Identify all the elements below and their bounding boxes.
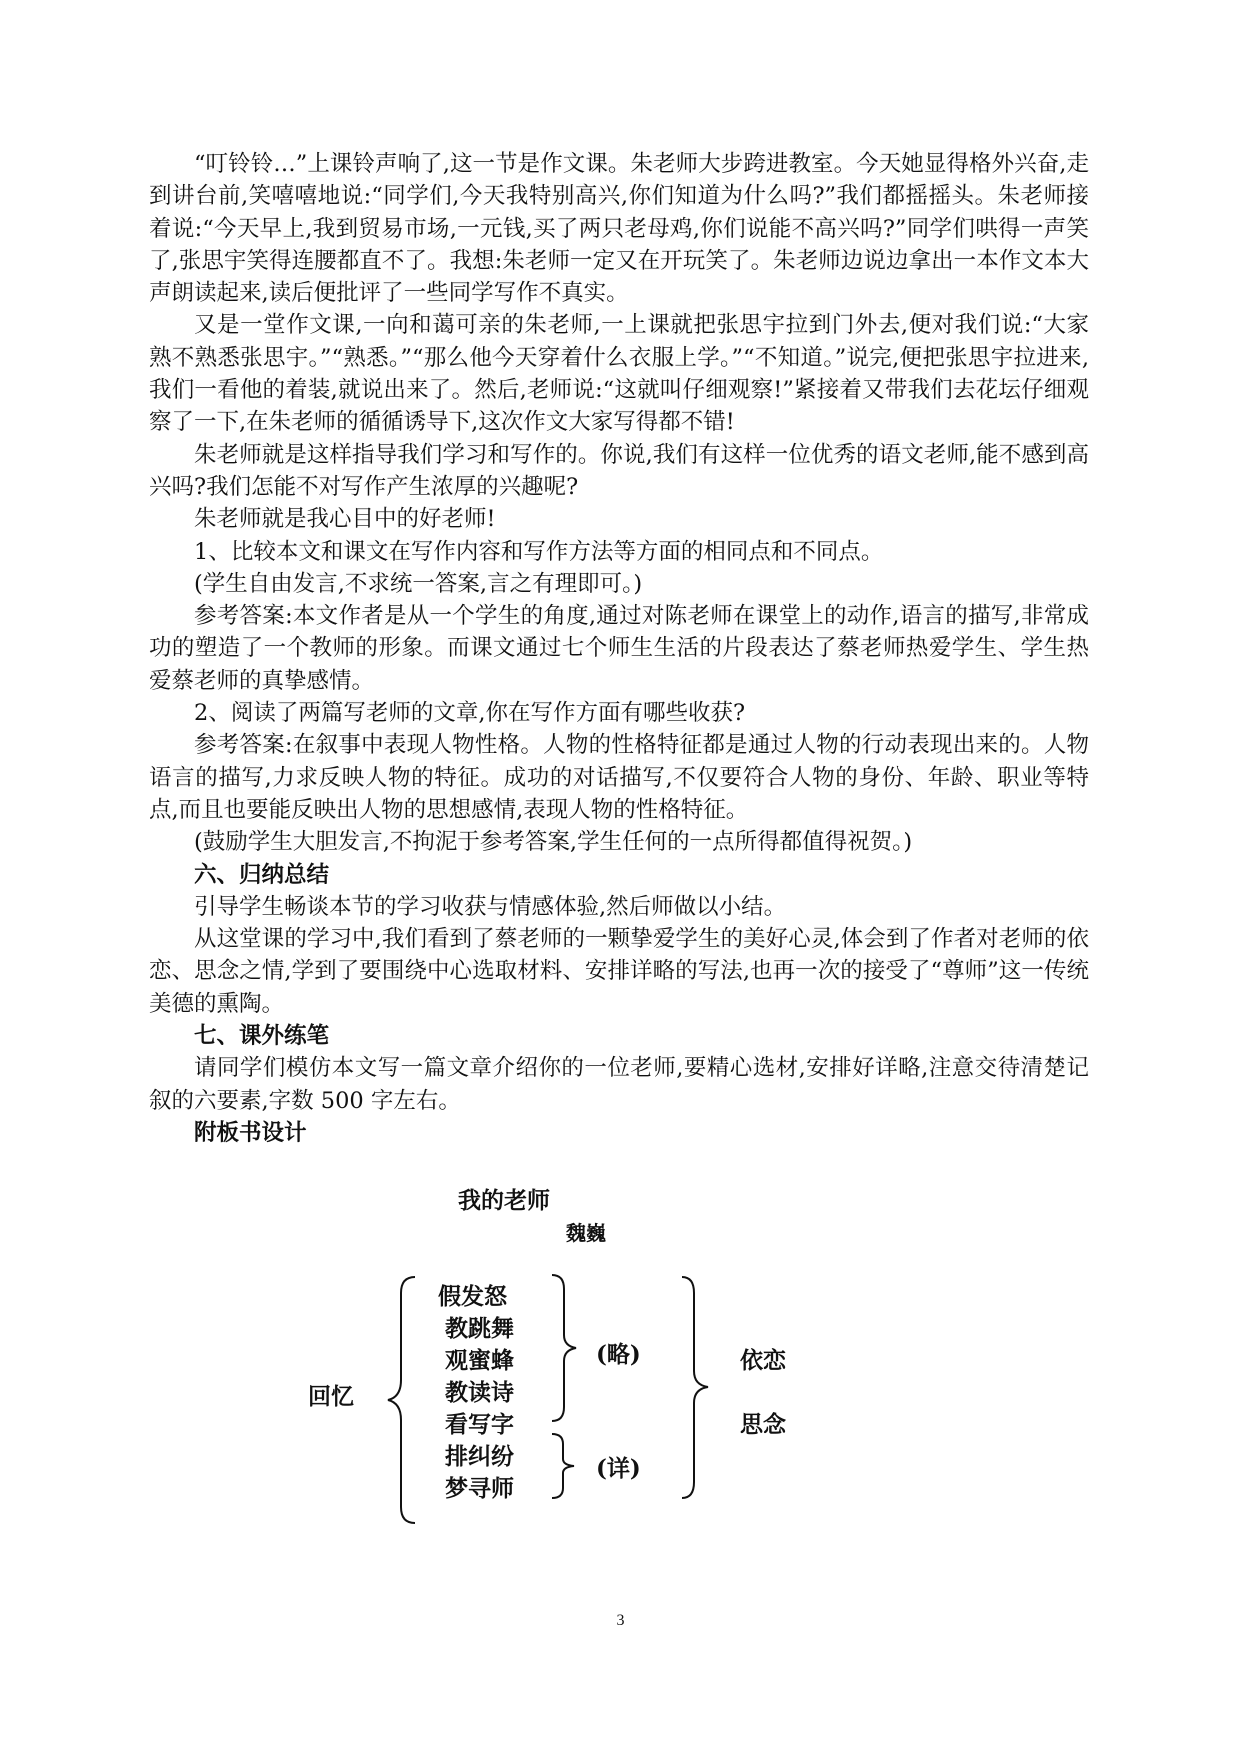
paragraph: 请同学们模仿本文写一篇文章介绍你的一位老师,要精心选材,安排好详略,注意交待清楚记叙的六要素,字数 500 字左右。 bbox=[149, 1055, 1089, 1114]
board-right-top: 依恋 bbox=[740, 1347, 786, 1374]
paragraph: 引导学生畅谈本节的学习收获与情感体验,然后师做以小结。 bbox=[194, 893, 787, 920]
board-item: 观蜜蜂 bbox=[445, 1347, 514, 1374]
board-item: 教读诗 bbox=[445, 1379, 514, 1406]
section-6-heading: 六、归纳总结 bbox=[194, 861, 330, 888]
paragraph: 从这堂课的学习中,我们看到了蔡老师的一颗挚爱学生的美好心灵,体会到了作者对老师的依恋、思念之情,学到了要围绕中心选取材料、安排详略的写法,也再一次的接受了“尊师”这一传统美德的熏陶。 bbox=[149, 926, 1089, 1017]
paragraph: (鼓励学生大胆发言,不拘泥于参考答案,学生任何的一点所得都值得祝贺。) bbox=[194, 829, 913, 856]
section-7-heading: 七、课外练笔 bbox=[194, 1023, 330, 1050]
answer-2: 参考答案:在叙事中表现人物性格。人物的性格特征都是通过人物的行动表现出来的。人物语言的描写,力求反映人物的特征。成功的对话描写,不仅要符合人物的身份、年龄、职业等特点,而且也要能反映出人物的思想感情,表现人物的性格特征。 bbox=[149, 732, 1089, 823]
page-number: 3 bbox=[616, 1612, 625, 1629]
board-item: 教跳舞 bbox=[445, 1315, 514, 1342]
question-2: 2、阅读了两篇写老师的文章,你在写作方面有哪些收获? bbox=[194, 700, 746, 727]
board-right-bottom: 思念 bbox=[740, 1411, 786, 1438]
board-title: 我的老师 bbox=[458, 1187, 550, 1214]
paragraph: 又是一堂作文课,一向和蔼可亲的朱老师,一上课就把张思宇拉到门外去,便对我们说:“大家熟不熟悉张思宇。”“熟悉。”“那么他今天穿着什么衣服上学。”“不知道。”说完,便把张思宇拉进来,我们一看他的着装,就说出来了。然后,老师说:“这就叫仔细观察!”紧接着又带我们去花坛仔细观察了一下,在朱老师的循循诱导下,这次作文大家写得都不错! bbox=[149, 312, 1089, 436]
board-author: 魏巍 bbox=[566, 1221, 606, 1245]
brief-label: (略) bbox=[596, 1341, 641, 1368]
brief-brace bbox=[550, 1273, 580, 1423]
answer-1: 参考答案:本文作者是从一个学生的角度,通过对陈老师在课堂上的动作,语言的描写,非常成功的塑造了一个教师的形象。而课文通过七个师生生活的片段表达了蔡老师热爱学生、学生热爱蔡老师的真挚感情。 bbox=[149, 603, 1089, 694]
paragraph: 朱老师就是我心目中的好老师! bbox=[194, 506, 496, 533]
question-1: 1、比较本文和课文在写作内容和写作方法等方面的相同点和不同点。 bbox=[194, 538, 884, 565]
right-brace bbox=[680, 1275, 716, 1500]
paragraph: 朱老师就是这样指导我们学习和写作的。你说,我们有这样一位优秀的语文老师,能不感到高兴吗?我们怎能不对写作产生浓厚的兴趣呢? bbox=[149, 441, 1089, 500]
paragraph: (学生自由发言,不求统一答案,言之有理即可。) bbox=[194, 570, 643, 597]
board-item: 看写字 bbox=[445, 1411, 514, 1438]
board-item: 排纠纷 bbox=[445, 1443, 514, 1470]
board-left-label: 回忆 bbox=[308, 1383, 354, 1410]
board-item: 梦寻师 bbox=[445, 1475, 514, 1502]
board-design-label: 附板书设计 bbox=[194, 1119, 307, 1146]
detail-brace bbox=[550, 1432, 580, 1500]
paragraph: “叮铃铃…”上课铃声响了,这一节是作文课。朱老师大步跨进教室。今天她显得格外兴奋,走到讲台前,笑嘻嘻地说:“同学们,今天我特别高兴,你们知道为什么吗?”我们都摇摇头。朱老师接着说:“今天早上,我到贸易市场,一元钱,买了两只老母鸡,你们说能不高兴吗?”同学们哄得一声笑了,张思宇笑得连腰都直不了。我想:朱老师一定又在开玩笑了。朱老师边说边拿出一本作文本大声朗读起来,读后便批评了一些同学写作不真实。 bbox=[149, 151, 1089, 307]
detail-label: (详) bbox=[596, 1455, 641, 1482]
body-text bbox=[149, 148, 1089, 1149]
board-item: 假发怒 bbox=[438, 1283, 507, 1310]
left-brace bbox=[385, 1275, 425, 1525]
